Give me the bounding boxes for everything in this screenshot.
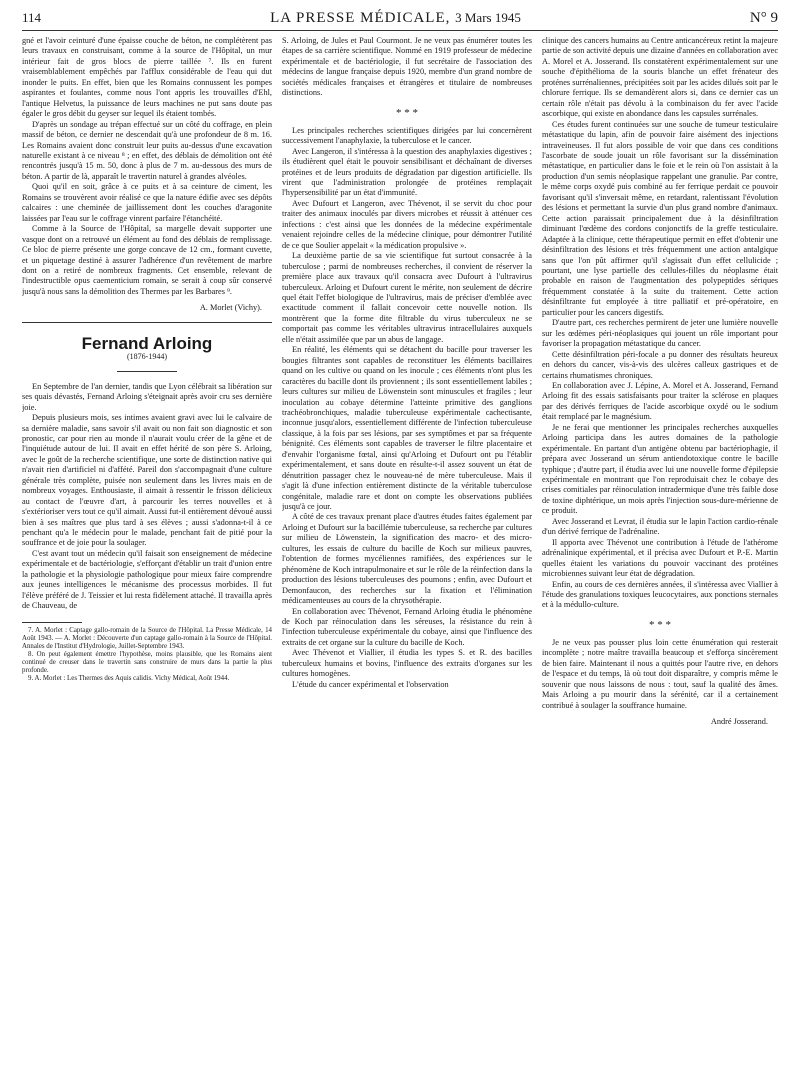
paragraph: D'autre part, ces recherches permirent de jeter une lumière nouvelle sur les œdèmes péri-néoplasiques qui jouent un rôle important pour favoriser la propagation métastatique du cancer. <box>542 318 778 349</box>
footnotes <box>22 627 272 683</box>
column-1 <box>22 36 272 1076</box>
page-header <box>22 6 778 31</box>
issue-number: N° 9 <box>749 9 778 26</box>
paragraph: Quoi qu'il en soit, grâce à ce puits et à sa ceinture de ciment, les Romains se trouvèrent avoir réalisé ce que la nature édifie avec ses dépôts calcaires : une cheminée de jaillissement dont les couches d'aragonite laissées par l'eau sur le coffrage vinrent parfaire l'étanchéité. <box>22 182 272 223</box>
stars-text: * * * <box>396 106 418 119</box>
footnote-divider <box>22 622 82 623</box>
paragraph: Comme à la Source de l'Hôpital, sa margelle devait supporter une vasque dont on a retrouvé un élément au fond des déblais de remplissage. Ce bloc de pierre présente une gorge concave de 12 cm., formant cuvette, et un piquetage destiné à assurer l'adhérence d'un revêtement de marbre dont on a retiré de nombreux fragments. Cet ensemble, relevant de l'indestructible opus caementicium romain, se serait à coup sûr conservé jusqu'à nous sans la démolition des Thermes par les Barbares ⁹. <box>22 224 272 296</box>
paragraph: L'étude du cancer expérimental et l'observation <box>292 679 449 689</box>
page-number: 114 <box>22 10 42 25</box>
section-divider <box>22 322 272 323</box>
column-3 <box>542 36 778 1076</box>
paragraph: La deuxième partie de sa vie scientifique fut surtout consacrée à la tuberculose ; parmi de nombreuses recherches, il convient de réserver la première place aux travaux qu'il consacra avec Dufourt à l'ultravirus tuberculeux. Arloing et Dufourt curent le mérite, non seulement de décrire quel était l'effet biologique de l'ultravirus, mais de préciser d'emblée avec exactitude comment il fallait concevoir cette nouvelle notion. Ils montrèrent que la forme dite filtrable du virus tuberculeux ne se comportait pas comme les véritables ultravirus intracellulaires auxquels elle n'était assimilée que par un abus de langage. <box>282 251 532 344</box>
paragraph: Enfin, au cours de ces dernières années, il s'intéressa avec Viallier à l'étude des granulations toxiques leucocytaires, aux ponctions sternales et à la médullo-culture. <box>542 579 778 610</box>
paragraph: En collaboration avec Thévenot, Fernand Arloing étudia le phénomène de Koch par réinoculation dans les séreuses, la résistance du rein à l'infection tuberculeuse expérimentale du cobaye, ainsi que l'influence des extraits de cet organe sur la culture du bacille de Koch. <box>282 606 532 647</box>
paragraph: Ces études furent continuées sur une souche de tumeur testiculaire métastatique du lapin, afin de pouvoir faire aisément des injections intraveineuses. Il fut alors possible de voir que dans ces conditions l'ascorbate de soude jouait un rôle favorisant sur la dissémination métastatique, en particulier dans le foie et le rein où l'on assistait à la production d'un semis néoplasique rappelant une granulie. Par contre, le même corps oxydé puis combiné au fer ferrique perdait ce pouvoir favorisant qu'il s'inversait même, en retardant, ralentissant l'évolution des lésions et permettant la survie d'un plus grand nombre d'animaux. Cette action paraissait principalement due à la désinfiltration diminuant l'œdème des cordons conjonctifs de la greffe testiculaire. Adaptée à la clinique, cette thérapeutique permit en effet d'obtenir une désinfiltration des lésions et très fréquemment une action antalgique sans que l'on pût affirmer qu'il s'agissait d'un effet cellulicide ; pourtant, une lyse partielle des cellules-filles du néoplasme était probable en raison de l'augmentation des polypeptides sériques fréquemment constatée à la suite du traitement. Cette action désinfiltrante fut employée à titre palliatif et pré-opératoire, en particulier pour les cancers digestifs. <box>542 119 778 317</box>
journal-title <box>270 10 521 27</box>
paragraph: Les principales recherches scientifiques dirigées par lui concernèrent successivement l'anaphylaxie, la tuberculose et le cancer. <box>282 125 532 146</box>
paragraph: En collaboration avec J. Lépine, A. Morel et A. Josserand, Fernand Arloing fit des essais satisfaisants pour traiter la sclérose en plaques par des dérivés ferriques de l'acide ascorbique oxydé ou le sodium était remplacé par le magnésium. <box>542 380 778 422</box>
paragraph: Avec Langeron, il s'intéressa à la question des anaphylaxies digestives ; ils étudièrent quel était le pouvoir sensibilisant et déchaînant de diverses protéines et de leurs produits de dégradation par digestion artificielle. Ils virent que l'administration prolongée de protéines remplaçait l'hypersensibilité par un état d'immunité. <box>282 146 532 198</box>
paragraph: Avec Thévenot et Viallier, il étudia les types S. et R. des bacilles tuberculeux humains et bovins, l'influence des extraits d'organes sur les cultures homogènes. <box>282 648 532 679</box>
paragraph: Avec Dufourt et Langeron, avec Thévenot, il se servit du choc pour traiter des animaux inoculés par divers microbes et réussit à atténuer ces infections : c'est ainsi que les données de la médecine expérimentale venaient rejoindre celles de la médecine clinique, pour démontrer l'utilité de ce que Soulier appelait « la médication propulsive ». <box>282 198 532 250</box>
col1-top-paragraphs <box>22 36 272 297</box>
paragraph: C'est avant tout un médecin qu'il faisait son enseignement de médecine expérimentale et de bactériologie, s'efforçant d'établir un trait d'union entre la pathologie et la physiologie pathologique pour mieux faire comprendre aux jeunes intelligences le mécanisme des processus morbides. Il fut l'élève préféré de J. Teissier et lui resta fidèlement attaché. Il travailla après de Chauveau, de <box>22 548 272 611</box>
stars-text: * * * <box>649 618 671 631</box>
paragraph: D'après un sondage au trépan effectué sur un côté du coffrage, en plein massif de béton, ce dernier ne descendait qu'à une profondeur de 8 m. 16. Les Romains avaient donc construit leur puits au-dessus d'une excavation naturelle existant à ce niveau ⁸ ; en effet, des déblais de démolition ont été rencontrés jusqu'à 15 m. 50, donc à plus de 7 m. au-dessous des murs de béton. A partir de là, apparaît le travertin naturel à grandes alvéoles. <box>22 119 272 181</box>
footnote: 8. On peut également émettre l'hypothèse, moins plausible, que les Romains aient continué de creuser dans le travertin sans construire de murs dans la partie la plus profonde. <box>22 650 272 674</box>
signature-morlet: A. Morlet (Vichy). <box>199 303 262 313</box>
footnote: 7. A. Morlet : Captage gallo-romain de la Source de l'Hôpital. La Presse Médicale, 14 Août 1943. — A. Morlet : Découverte d'un captage gallo-romain à la Source de l'Hôpital. Annales de l'Institut d'Hydrologie, Juillet-Septembre 1943. <box>22 626 272 650</box>
section-stars <box>542 618 778 631</box>
issue-date: 3 Mars 1945 <box>455 9 521 25</box>
column-2 <box>282 36 532 1076</box>
paragraph: gné et l'avoir ceinturé d'une épaisse couche de béton, ne complétèrent pas leurs travaux en construisant, comme à la source de l'Hôpital, un mur intérieur fait de gros blocs de pierre taillée ⁷. Ils en furent vraisemblablement empêchés par l'afflux considérable de l'eau qui dut inonder le puits. En effet, bien que les Romains connussent les pompes aspirantes et foulantes, comme nous l'ont appris les trouvailles d'Ehl, l'antique Helvetus, la puissance de leurs machines ne put sans doute pas égaler le gros débit du geyser sur lequel ils étaient tombés. <box>22 36 272 119</box>
paragraph: Je ne ferai que mentionner les principales recherches auxquelles Arloing participa dans les autres domaines de la pathologie expérimentale. En partant d'un antigène obtenu par bactériophagie, il prépara avec Josserand un sérum antiendotoxique contre le bacille typhique ; d'autre part, il étudia avec lui une nouvelle forme d'épilepsie expérimentale en montrant que l'on reproduisait chez le cobaye des crises comitiales par réinoculation intradermique d'une très faible dose de toxine diphtérique, un mois après l'injection sous-dure-mérienne de ce produit. <box>542 422 778 516</box>
journal-name: LA PRESSE MÉDICALE, <box>270 9 451 26</box>
paragraph: Je ne veux pas pousser plus loin cette énumération qui resterait incomplète ; notre maître travailla beaucoup et s'efforça sincèrement de bien faire. Maintenant il nous a quittés pour l'autre rive, en dehors de l'espace et du temps, là où tout doit disparaître, y compris même le souvenir que nous laissons de nous : tout, sauf la qualité des âmes. Mais Arloing a pu mourir dans la sérénité, car il a certainement contribué à soulager la souffrance humaine. <box>542 637 778 710</box>
paragraph: S. Arloing, de Jules et Paul Courmont. Je ne veux pas énumérer toutes les étapes de sa carrière scientifique. Nommé en 1919 professeur de médecine expérimentale et de bactériologie, il fut secrétaire de l'association des médecins de langue française depuis 1920, membre d'un grand nombre de sociétés médicales françaises et étrangères et titulaire de nombreuses distinctions. <box>282 36 532 98</box>
footnote: 9. A. Morlet : Les Thermes des Aquis calidis. Vichy Médical, Août 1944. <box>28 674 230 682</box>
paragraph: En réalité, les éléments qui se détachent du bacille pour traverser les bougies filtrantes sont capables de reconstituer les éléments bacillaires quand on les cultive ou quand on les inocule ; ces éléments n'ont plus les caractères du bacille dont ils proviennent ; ils sont essentiellement labiles ; leurs cultures sur milieu de Löwenstein sont minuscules et fragiles ; leur inoculation au cobaye détermine l'atteinte primitive des ganglions trachéobronchiques, maladie tuberculeuse expérimentale cachectisante, inconnue jusqu'alors, essentiellement différente de l'infection tuberculeuse classique, à la fois par ses lésions, par ses symptômes et par sa fréquente bénignité. Ces éléments sont capables de traverser le filtre placentaire et d'envahir l'organisme fœtal, ainsi qu'Arloing et Dufourt ont pu l'établir expérimentalement, et sans doute en résulte-t-il assez souvent un état de dénutrition passager chez le nouveau-né de mère tuberculeuse. Mais il s'agit là d'une infection entièrement distincte de la véritable tuberculose congénitale, maladie rare et dont on compte les observations publiées jusqu'à ce jour. <box>282 345 532 512</box>
paragraph: Avec Josserand et Levrat, il étudia sur le lapin l'action cardio-rénale d'un dérivé ferrique de l'adrénaline. <box>542 516 778 537</box>
title-divider <box>117 371 177 372</box>
paragraph: clinique des cancers humains au Centre anticancéreux retint la majeure partie de son activité depuis une dizaine d'années en collaboration avec A. Morel et A. Josserand. Ils constatèrent expérimentalement sur une souche d'épithélioma de la souris blanche un effet frénateur des proténes surrénaliennes, précipitées soit par les acides dilués soit par le chlorure ferrique. Ils se demandèrent alors si, dans ce dernier cas un certain rôle n'était pas dévolu à la combinaison du fer avec l'acide ascorbique, qui existe en abondance dans les capsules surrénales. <box>542 36 778 119</box>
paragraph: En Septembre de l'an dernier, tandis que Lyon célébrait sa libération sur ses quais dévastés, Fernand Arloing s'éteignait après avoir cru ses dernière joie. <box>22 381 272 412</box>
signature-josserand: André Josserand. <box>710 717 768 727</box>
paragraph: A côté de ces travaux prenant place d'autres études faites également par Arloing et Dufourt sur la bacillémie tuberculeuse, sa recherche par cultures sur milieu de Löwenstein, la signification des macro- et des micro-cultures, les essais de culture du bacille de Koch sur milieux pauvres, l'obtention de formes mycéliennes ramifiées, des expériences sur le phénomène de Koch intrapulmonaire et sur le rôle de la réinfection dans la production des lésions tuberculeuses des poumons ; enfin, avec Dufourt et Demonfaucon, des recherches sur la fixation et l'élimination médicamenteuses au cours de la chrysothérapie. <box>282 512 532 606</box>
paragraph: Il apporta avec Thévenot une contribution à l'étude de l'athérome adrénalinique expérimental, et il précisa avec Dufourt et P.-E. Martin quelles étaient les variations du pouvoir vaccinant des protéines microbiennes suivant leur état de dégradation. <box>542 537 778 579</box>
section-stars <box>282 106 532 119</box>
article-dates: (1876-1944) <box>127 352 167 362</box>
paragraph: Depuis plusieurs mois, ses intimes avaient gravi avec lui le calvaire de sa dernière maladie, sans savoir s'il avait ou non fait son diagnostic et son pronostic, car pour rien au monde il n'aurait voulu créer de la gêne et de l'inquiétude autour de lui. Il avait en effet hérité de son père S. Arloing, avec le goût de la recherche scientifique, une sorte de distinction native qui n'avait rien d'artificiel ni d'affété. Pareil don s'accompagnait d'une culture générale très complète, puisée non seulement dans les livres mais en de nombreux voyages. Enthousiaste, il aimait à ressentir le frisson délicieux au contact de l'œuvre d'art, à parcourir les terres nouvelles et à s'extérioriser vers tout ce qu'il aimait. Aussi fut-il entièrement dévoué aussi bien à ses maîtres que plus tard à ses élèves ; aussi s'adonna-t-il à ce penchant qu'a le médecin pour le malade, penchant fait de pitié pour la souffrance et de joie pour la soulager. <box>22 413 272 548</box>
col1-article-paragraphs <box>22 382 272 612</box>
paragraph: Cette désinfiltration péri-focale a pu donner des résultats heureux en dehors du cancer, vis-à-vis des ulcères calleux gastriques et de certains rhumatismes chroniques. <box>542 349 778 380</box>
article-title: Fernand Arloing <box>81 333 213 353</box>
